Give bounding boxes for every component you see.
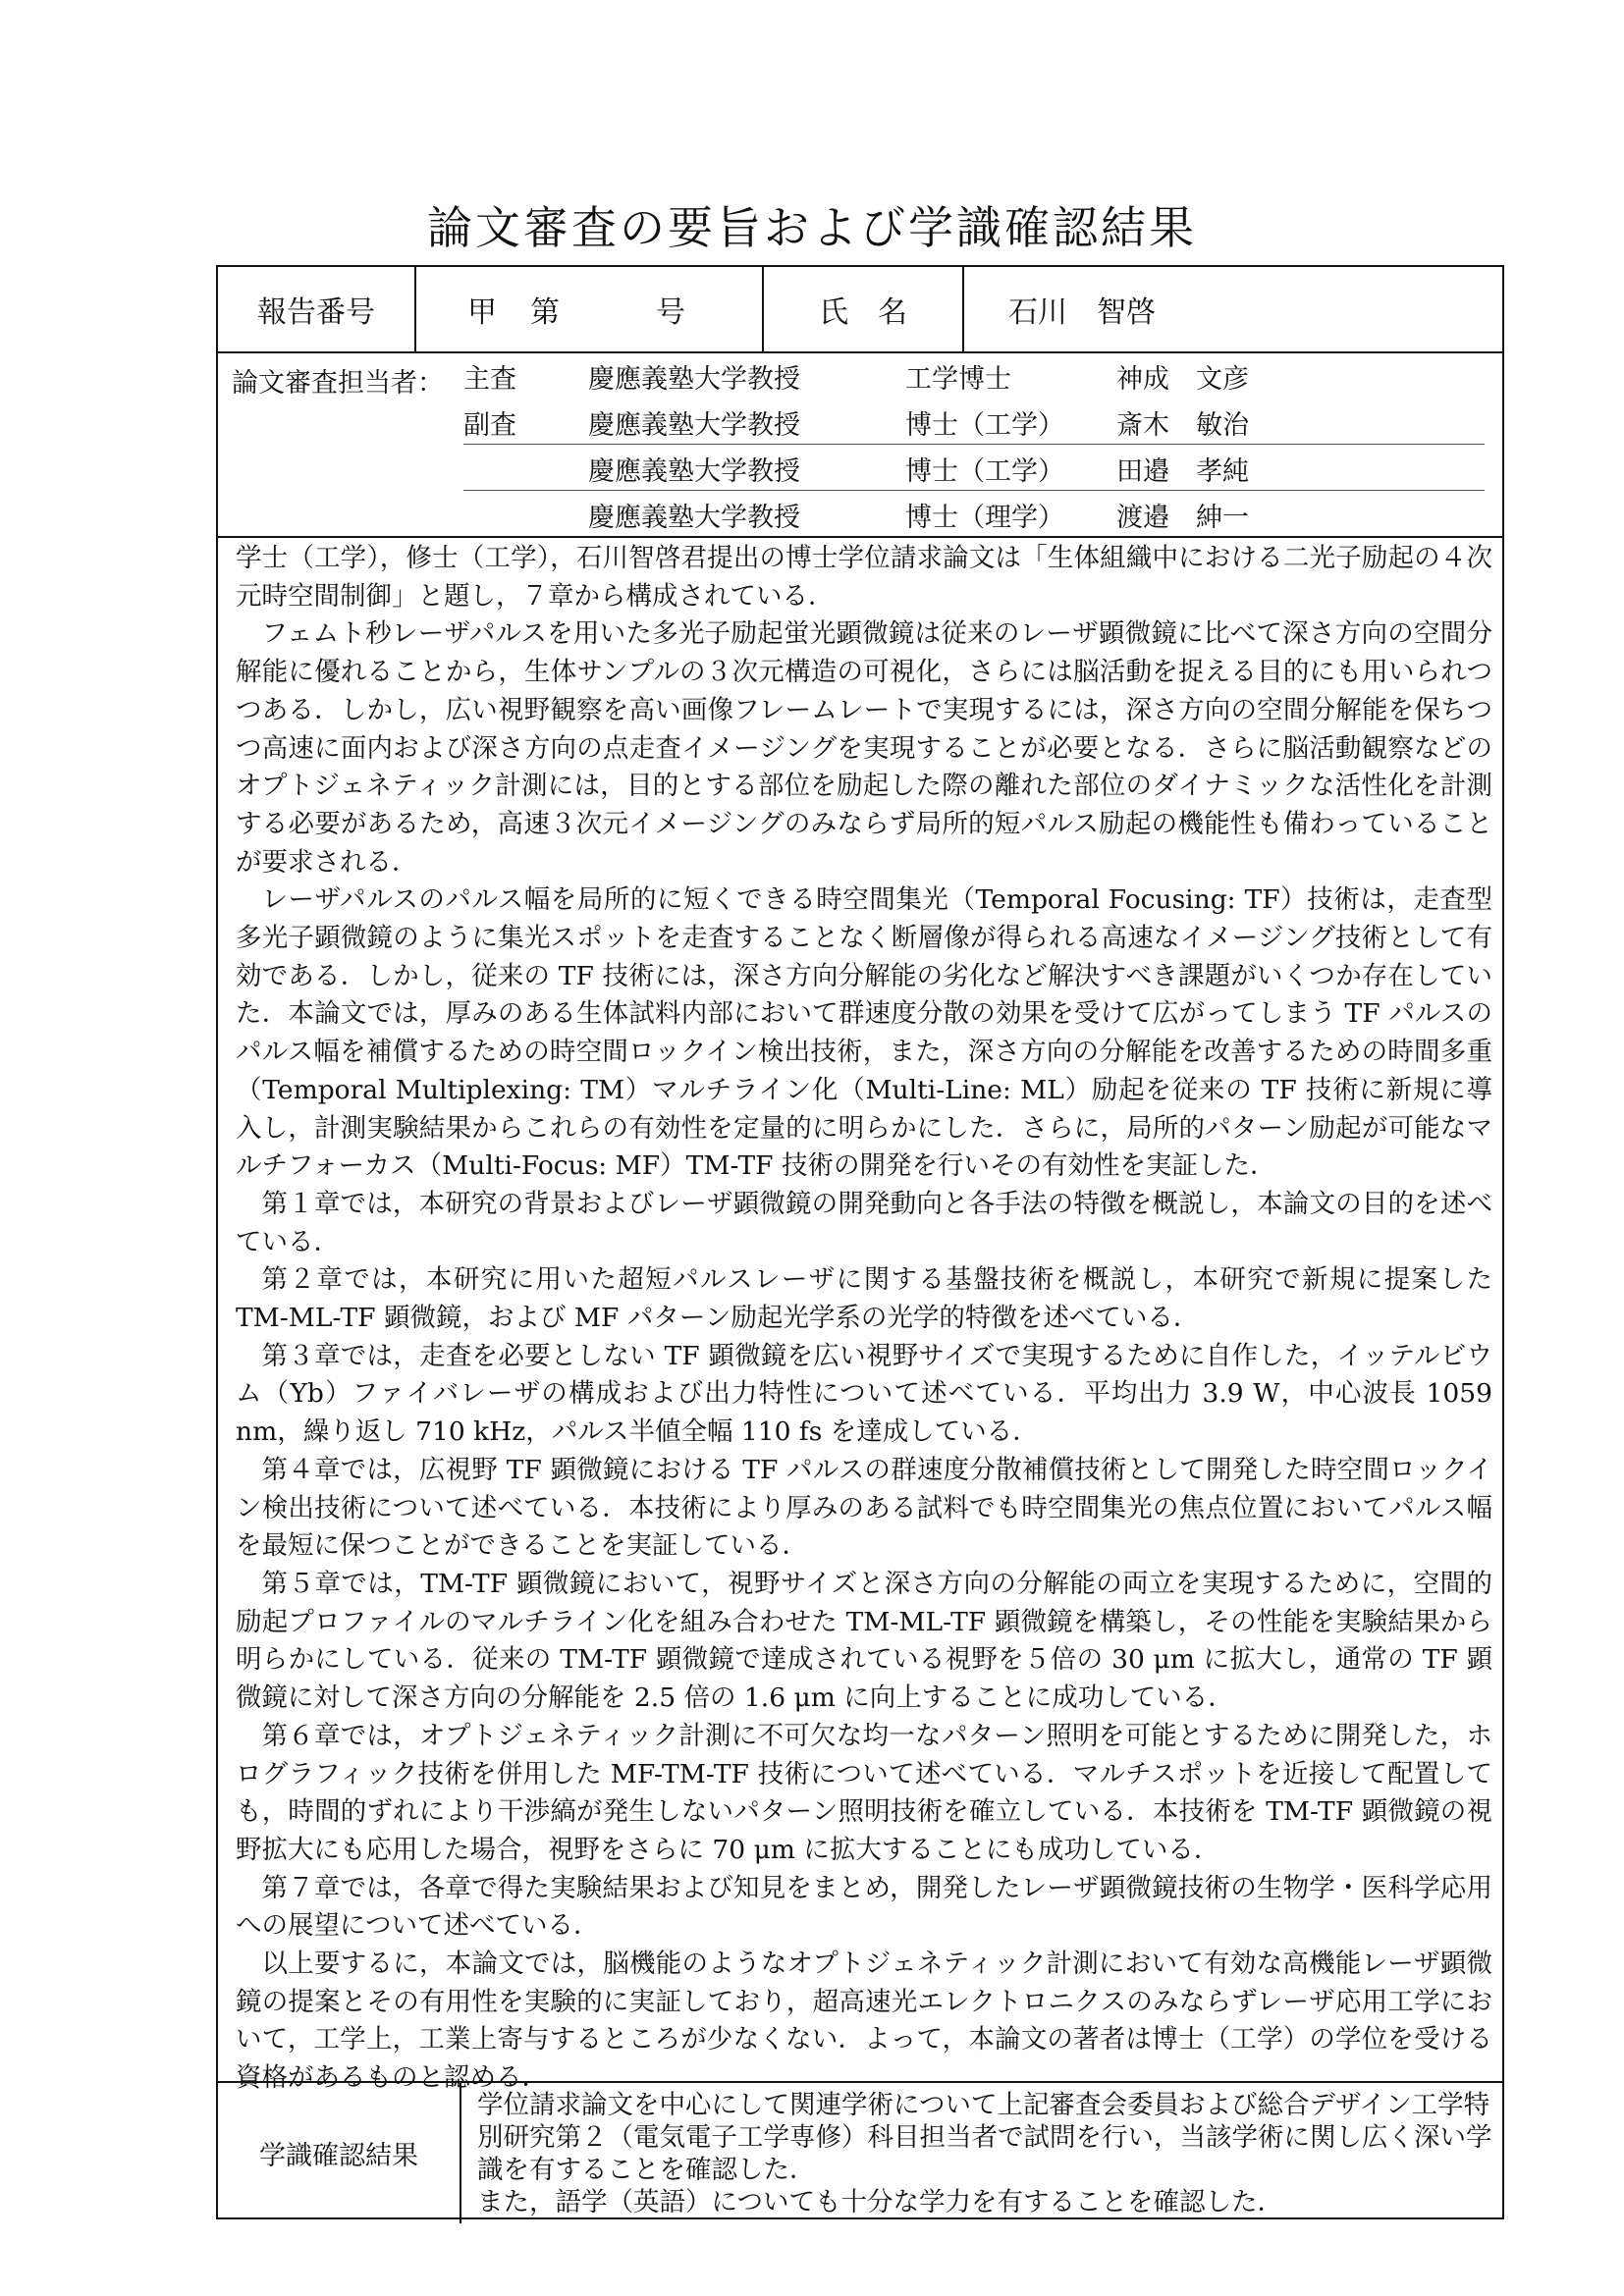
review-form bbox=[216, 265, 1504, 2219]
committee-section bbox=[218, 351, 1502, 538]
name-value: 石川 智啓 bbox=[1008, 295, 1156, 330]
member-degree: 博士（工学） bbox=[905, 410, 1064, 441]
summary-paragraph: 以上要するに，本論文では，脳機能のようなオプトジェネティック計測において有効な高機能レーザ顕微鏡の提案とその有用性を実験的に実証しており，超高速光エレクトロニクスのみならずレーザ応用工学において，工学上，工業上寄与するところが少なくない．よって，本論文の著者は博士（工学）の学位を受ける資格があるものと認める． bbox=[236, 1949, 1492, 2094]
summary-paragraph: レーザパルスのパルス幅を局所的に短くできる時空間集光（Temporal Focusing: TF）技術は，走査型多光子顕微鏡のように集光スポットを走査することなく断層像が得られる高速なイメージング技術として有効である．しかし，従来の TF 技術には，深さ方向分解能の劣化など解決すべき課題がいくつか存在していた．本論文では，厚みのある生体試料内部において群速度分散の効果を受けて広がってしまう TF パルスのパルス幅を補償するための時空間ロックイン検出技術，また，深さ方向の分解能を改善するための時間多重（Temporal Multiplexing: TM）マルチライン化（Multi-Line: ML）励起を従来の TF 技術に新規に導入し，計測実験結果からこれらの有効性を定量的に明らかにした．さらに，局所的パターン励起が可能なマルチフォーカス（Multi-Focus: MF）TM-TF 技術の開発を行いその有効性を実証した． bbox=[236, 884, 1492, 1182]
review-summary bbox=[236, 540, 1492, 2098]
committee-member bbox=[463, 398, 1485, 444]
member-degree: 工学博士 bbox=[905, 364, 1011, 395]
member-role: 主査 bbox=[463, 364, 516, 395]
header-row bbox=[218, 267, 1502, 353]
member-name: 渡邉 紳一 bbox=[1116, 503, 1249, 533]
committee-member bbox=[463, 444, 1485, 490]
committee-label: 論文審査担当者： bbox=[232, 368, 444, 399]
name-label: 氏 名 bbox=[819, 295, 907, 330]
member-affiliation: 慶應義塾大学教授 bbox=[588, 364, 800, 395]
member-role: 副査 bbox=[463, 410, 516, 441]
result-text bbox=[477, 2089, 1494, 2218]
summary-paragraph: 第２章では，本研究に用いた超短パルスレーザに関する基盤技術を概説し，本研究で新規に提案した TM-ML-TF 顕微鏡，および MF パターン励起光学系の光学的特徴を述べている． bbox=[236, 1264, 1492, 1334]
member-degree: 博士（理学） bbox=[905, 503, 1064, 533]
member-affiliation: 慶應義塾大学教授 bbox=[588, 503, 800, 533]
summary-paragraph: 第１章では，本研究の背景およびレーザ顕微鏡の開発動向と各手法の特徴を概説し，本論文の目的を述べている． bbox=[236, 1188, 1492, 1257]
member-name: 神成 文彦 bbox=[1116, 364, 1249, 395]
result-line: 学位請求論文を中心にして関連学術について上記審査会委員および総合デザイン工学特別研究第２（電気電子工学専修）科目担当者で試問を行い，当該学術に関し広く深い学識を有することを確認した． bbox=[477, 2090, 1492, 2185]
result-label: 学識確認結果 bbox=[218, 2083, 461, 2223]
member-degree: 博士（工学） bbox=[905, 456, 1064, 487]
committee-member bbox=[463, 351, 1485, 398]
member-name: 田邉 孝純 bbox=[1116, 456, 1249, 487]
summary-paragraph: 第３章では，走査を必要としない TF 顕微鏡を広い視野サイズで実現するために自作した，イッテルビウム（Yb）ファイバレーザの構成および出力特性について述べている．平均出力 3.9 W，中心波長 1059 nm，繰り返し 710 kHz，パルス半値全幅 110 fs を達成している． bbox=[236, 1340, 1492, 1448]
result-line: また，語学（英語）についても十分な学力を有することを確認した． bbox=[477, 2187, 1283, 2217]
summary-paragraph: 第４章では，広視野 TF 顕微鏡における TF パルスの群速度分散補償技術として開発した時空間ロックイン検出技術について述べている．本技術により厚みのある試料でも時空間集光の焦点位置においてパルス幅を最短に保つことができることを実証している． bbox=[236, 1454, 1492, 1562]
report-number-value: 甲 第 号 bbox=[467, 295, 687, 330]
report-number-label: 報告番号 bbox=[257, 295, 375, 330]
committee-member bbox=[463, 490, 1485, 536]
result-row bbox=[218, 2081, 1502, 2223]
page-title: 論文審査の要旨および学識確認結果 bbox=[427, 201, 1197, 254]
summary-paragraph: 第５章では，TM-TF 顕微鏡において，視野サイズと深さ方向の分解能の両立を実現するために，空間的励起プロファイルのマルチライン化を組み合わせた TM-ML-TF 顕微鏡を構築し，その性能を実験結果から明らかにしている．従来の TM-TF 顕微鏡で達成されている視野を５倍の 30 μm に拡大し，通常の TF 顕微鏡に対して深さ方向の分解能を 2.5 倍の 1.6 μm に向上することに成功している． bbox=[236, 1568, 1492, 1714]
summary-paragraph: 学士（工学），修士（工学），石川智啓君提出の博士学位請求論文は「生体組織中における二光子励起の４次元時空間制御」と題し，７章から構成されている． bbox=[236, 543, 1492, 612]
summary-paragraph: フェムト秒レーザパルスを用いた多光子励起蛍光顕微鏡は従来のレーザ顕微鏡に比べて深さ方向の空間分解能に優れることから，生体サンプルの３次元構造の可視化，さらには脳活動を捉える目的にも用いられつつある．しかし，広い視野観察を高い画像フレームレートで実現するには，深さ方向の空間分解能を保ちつつ高速に面内および深さ方向の点走査イメージングを実現することが必要となる．さらに脳活動観察などのオプトジェネティック計測には，目的とする部位を励起した際の離れた部位のダイナミックな活性化を計測する必要があるため，高速３次元イメージングのみならず局所的短パルス励起の機能性も備わっていることが要求される． bbox=[236, 618, 1492, 878]
summary-paragraph: 第７章では，各章で得た実験結果および知見をまとめ，開発したレーザ顕微鏡技術の生物学・医科学応用への展望について述べている． bbox=[236, 1872, 1492, 1942]
member-affiliation: 慶應義塾大学教授 bbox=[588, 410, 800, 441]
summary-paragraph: 第６章では，オプトジェネティック計測に不可欠な均一なパターン照明を可能とするために開発した，ホログラフィック技術を併用した MF-TM-TF 技術について述べている．マルチスポットを近接して配置しても，時間的ずれにより干渉縞が発生しないパターン照明技術を確立している．本技術を TM-TF 顕微鏡の視野拡大にも応用した場合，視野をさらに 70 μm に拡大することにも成功している． bbox=[236, 1720, 1492, 1865]
member-name: 斎木 敏治 bbox=[1116, 410, 1249, 441]
member-affiliation: 慶應義塾大学教授 bbox=[588, 456, 800, 487]
